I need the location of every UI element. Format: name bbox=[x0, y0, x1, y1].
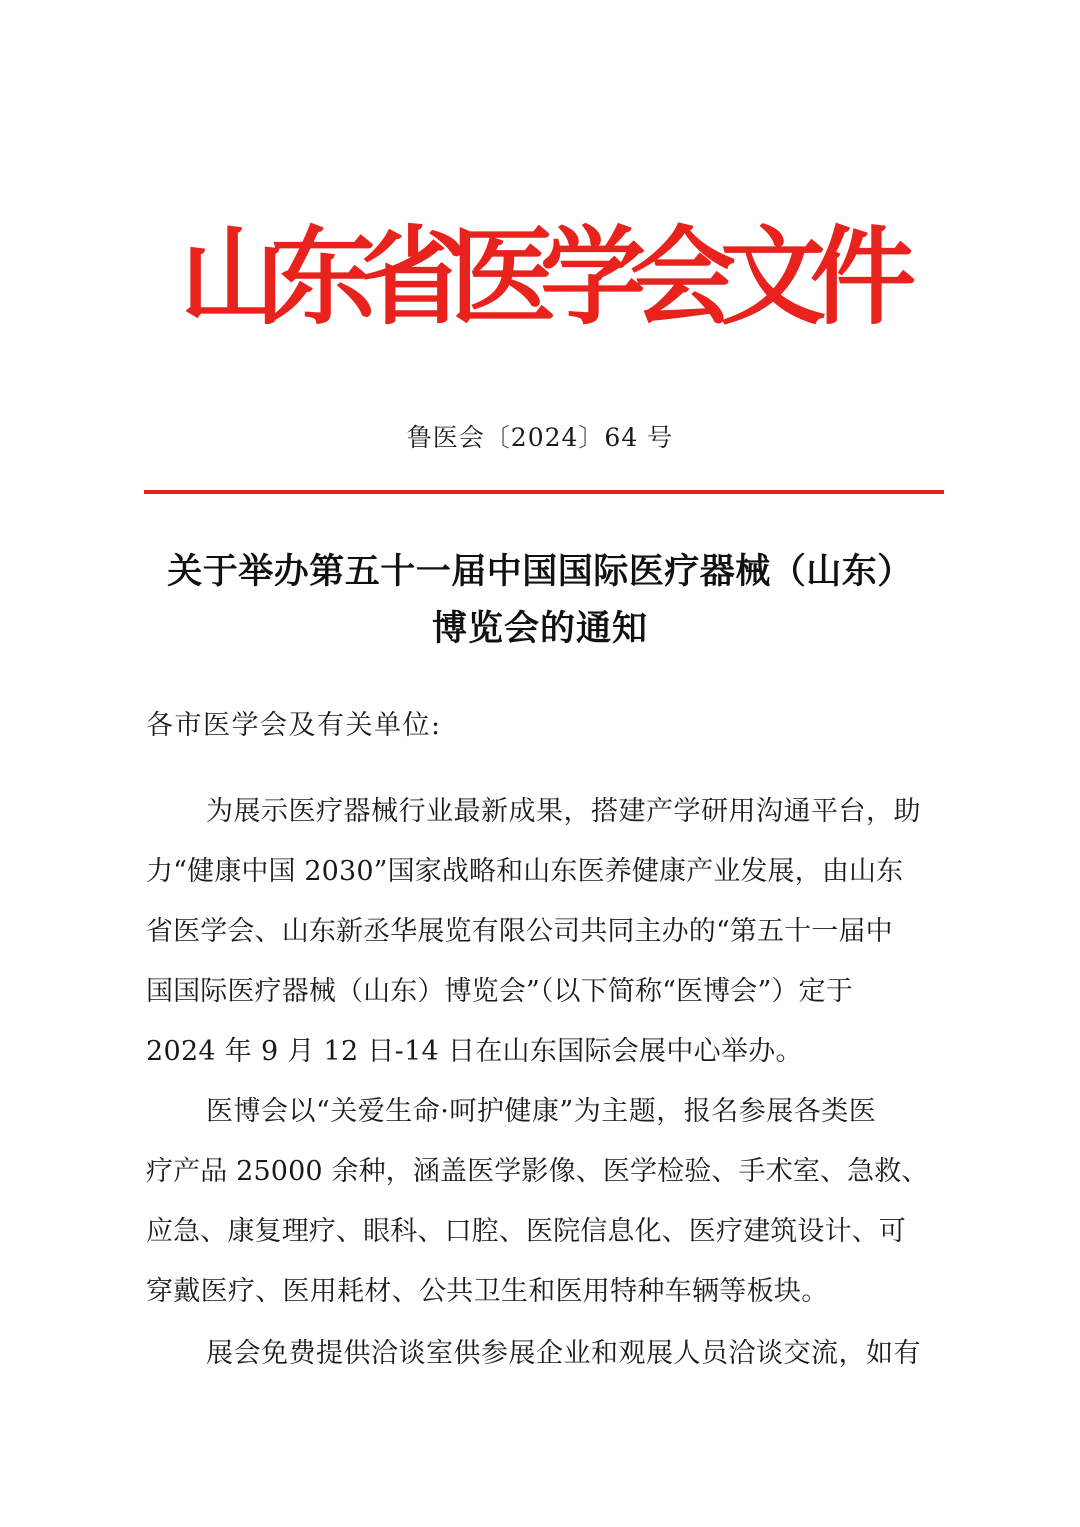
paragraph-line: 省医学会、山东新丞华展览有限公司共同主办的“第五十一届中 bbox=[146, 916, 893, 947]
paragraph-line: 疗产品 25000 余种，涵盖医学影像、医学检验、手术室、急救、 bbox=[146, 1156, 929, 1187]
header-divider bbox=[144, 490, 944, 494]
masthead-char: 件 bbox=[810, 216, 916, 339]
masthead-char: 医 bbox=[450, 216, 556, 339]
masthead-char: 东 bbox=[270, 216, 376, 339]
notice-title-line-1: 关于举办第五十一届中国国际医疗器械（山东） bbox=[167, 552, 913, 592]
masthead-char: 文 bbox=[720, 216, 826, 339]
paragraph-line: 2024 年 9 月 12 日-14 日在山东国际会展中心举办。 bbox=[146, 1036, 803, 1067]
masthead-char: 省 bbox=[360, 216, 466, 339]
paragraph-line: 展会免费提供洽谈室供参展企业和观展人员洽谈交流，如有 bbox=[206, 1338, 921, 1369]
masthead-char: 学 bbox=[540, 216, 646, 339]
salutation: 各市医学会及有关单位: bbox=[146, 710, 442, 741]
paragraph-line: 应急、康复理疗、眼科、口腔、医院信息化、医疗建筑设计、可 bbox=[146, 1216, 906, 1247]
paragraph-line: 医博会以“关爱生命·呵护健康”为主题，报名参展各类医 bbox=[206, 1096, 877, 1127]
paragraph-line: 力“健康中国 2030”国家战略和山东医养健康产业发展，由山东 bbox=[146, 856, 904, 887]
document-number: 鲁医会〔2024〕64 号 bbox=[406, 423, 674, 452]
document-masthead bbox=[180, 215, 916, 340]
paragraph-line: 国国际医疗器械（山东）博览会”（以下简称“医博会”）定于 bbox=[146, 976, 853, 1007]
paragraph-line: 穿戴医疗、医用耗材、公共卫生和医用特种车辆等板块。 bbox=[146, 1276, 829, 1307]
paragraph-line: 为展示医疗器械行业最新成果，搭建产学研用沟通平台，助 bbox=[206, 796, 921, 827]
masthead-char: 会 bbox=[630, 216, 736, 339]
notice-title-line-2: 博览会的通知 bbox=[431, 609, 648, 649]
masthead-char: 山 bbox=[180, 216, 286, 339]
